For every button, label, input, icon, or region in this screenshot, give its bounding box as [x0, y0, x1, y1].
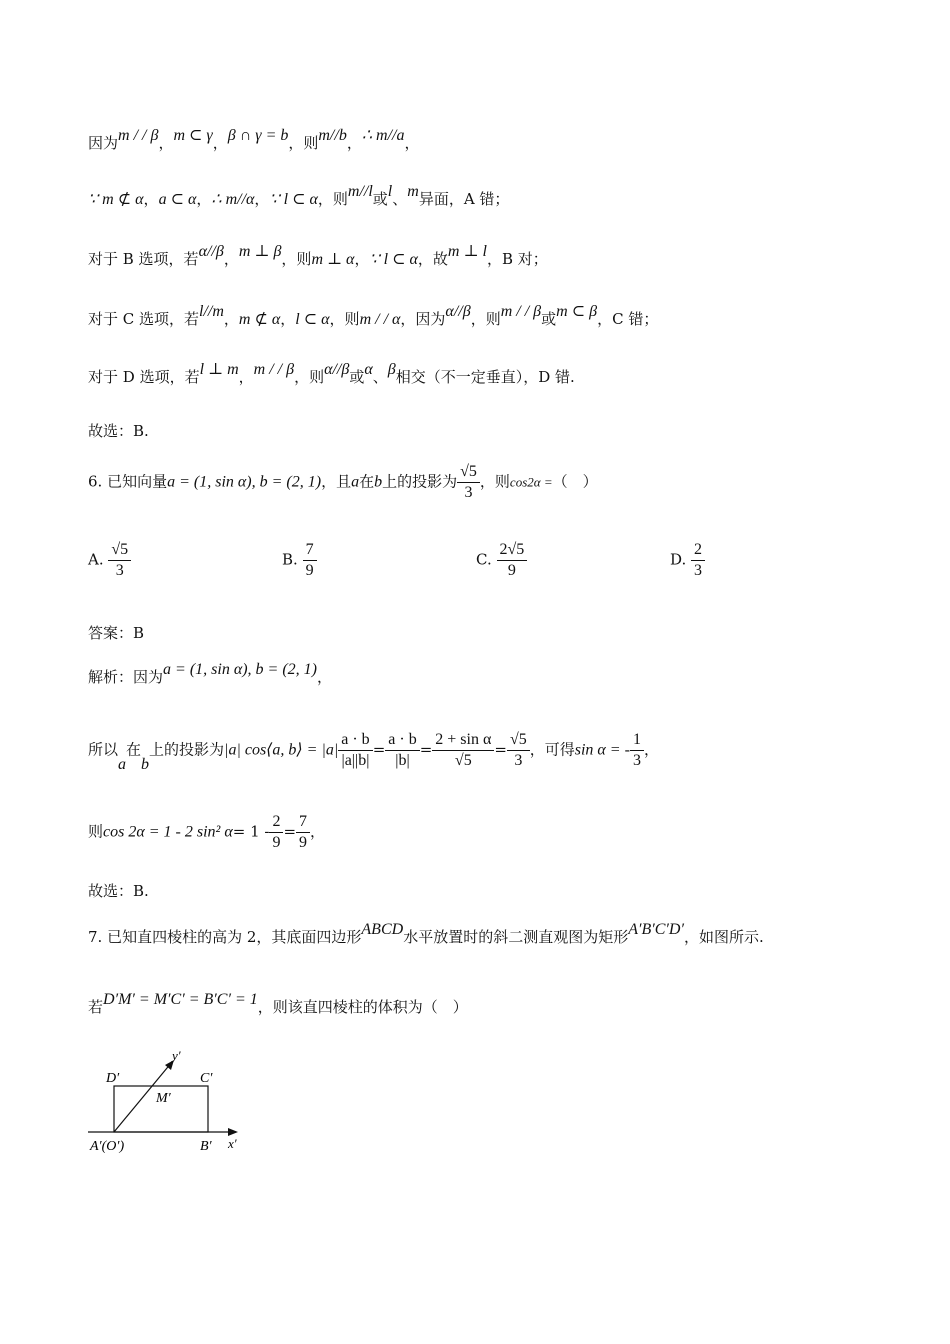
label-c: C′: [200, 1071, 213, 1086]
solution-line-4: 对于 C 选项，若l//m，m ⊄ α，l ⊂ α，则m / / α，因为α//β，则m / / β或m ⊂ β，C 错；: [88, 303, 659, 328]
question-6: 6. 已知向量a = (1, sin α), b = (2, 1)，且a在b上的投影为 $\frac{√5}{3}$ ，则cos2α =（ ）: [88, 463, 598, 501]
label-b: B′: [200, 1139, 212, 1154]
label-y: y′: [172, 1048, 181, 1063]
answer-choice-line-2: 故选：B.: [88, 882, 149, 900]
analysis-line-1: 解析：因为a = (1, sin α), b = (2, 1)，: [88, 661, 333, 686]
oblique-drawing-figure: [88, 1048, 258, 1158]
solution-line-1: 因为m / / β，m ⊂ γ，β ∩ γ = b，则m//b，∴ m//a，: [88, 127, 420, 152]
x-axis-arrow: [228, 1128, 238, 1136]
option-c[interactable]: C. $\frac{2√5}{9}$: [476, 540, 527, 581]
solution-line-5: 对于 D 选项，若l ⊥ m，m / / β，则α//β或α、β相交（不一定垂直），D 错.: [88, 361, 575, 386]
question-7-condition: 若D′M′ = M′C′ = B′C′ = 1，则该直四棱柱的体积为（ ）: [88, 991, 468, 1016]
solution-line-3: 对于 B 选项，若α//β，m ⊥ β，则m ⊥ α，∵ l ⊂ α，故m ⊥ l，B 对；: [88, 243, 548, 268]
label-x: x′: [228, 1136, 237, 1151]
label-d: D′: [106, 1071, 120, 1086]
option-d[interactable]: D. $\frac{2}{3}$: [670, 540, 705, 581]
answer-choice-line: 故选：B.: [88, 422, 149, 440]
projection-fraction: $\frac{√5}{3}$: [457, 462, 480, 503]
analysis-line-3: 则cos 2α = 1 - 2 sin² α= 1 - $\frac{2}{9}$ = $\frac{7}{9}$ ，: [88, 813, 326, 851]
label-m: M′: [156, 1091, 171, 1106]
option-b[interactable]: B. $\frac{7}{9}$: [282, 540, 317, 581]
answer-line: 答案：B: [88, 624, 145, 642]
label-a: A′(O′): [90, 1139, 125, 1154]
option-a[interactable]: A. $\frac{√5}{3}$: [88, 540, 131, 581]
analysis-line-2: 所以a在b上的投影为|a| cos⟨a, b⟩ = |a| $\frac{a \cdot b}{|a||b|}$ = $\frac{a \cdot b}{|b|}$ = $\frac{\text{2 + sin α}}{√5}$ = $\frac{√5}{3}$ ，可得sin α = - $\frac{1}{3}$ ，: [88, 731, 659, 773]
question-7: 7. 已知直四棱柱的高为 2，其底面四边形ABCD水平放置时的斜二测直观图为矩形A′B′C′D′，如图所示.: [88, 921, 764, 946]
solution-line-2: ∵ m ⊄ α，a ⊂ α，∴ m//α，∵ l ⊂ α，则m//l或l、m异面，A 错；: [88, 183, 510, 208]
